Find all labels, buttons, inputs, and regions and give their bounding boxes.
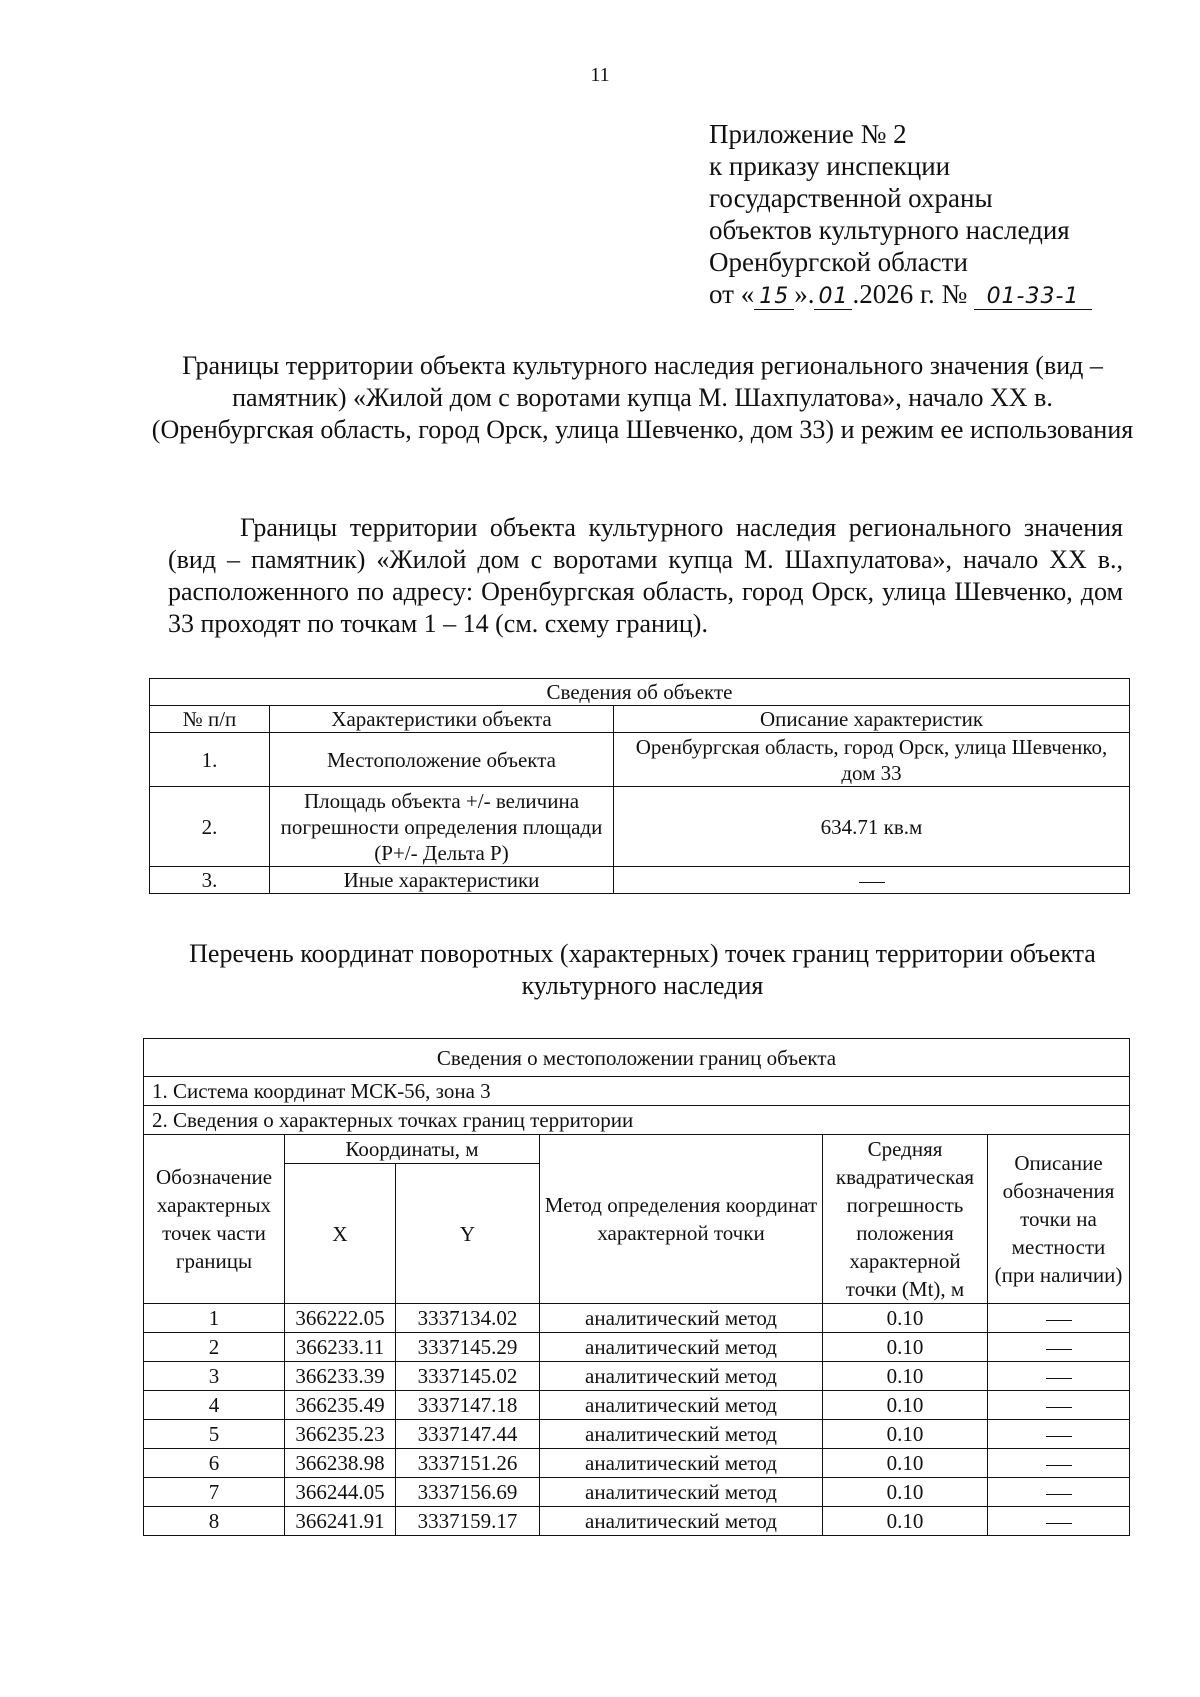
header-cell: Характеристики объекта (270, 706, 614, 733)
handwritten-month: 01 (814, 285, 852, 310)
empty-dash (1046, 1465, 1072, 1466)
empty-dash (859, 882, 885, 883)
table-caption: Сведения об объекте (150, 679, 1130, 706)
date-prefix: от « (709, 279, 755, 309)
table-row (144, 1507, 1130, 1536)
empty-dash (1046, 1494, 1072, 1495)
error: 0.10 (823, 1304, 988, 1333)
x-coordinate: 366222.05 (285, 1304, 396, 1333)
row-name: Площадь объекта +/- величина погрешности определения площади (P+/- Дельта P) (270, 787, 614, 867)
table-caption-row (144, 1039, 1130, 1077)
table-row (144, 1391, 1130, 1420)
appendix-date-line (709, 278, 1092, 310)
handwritten-day: 15 (754, 285, 794, 310)
coordinate-system: 1. Система координат МСК-56, зона 3 (144, 1077, 1130, 1106)
header-cell: № п/п (150, 706, 270, 733)
method: аналитический метод (540, 1391, 823, 1420)
y-coordinate: 3337159.17 (396, 1507, 540, 1536)
row-number: 3. (150, 867, 270, 894)
empty-dash (1046, 1436, 1072, 1437)
table-header-row (150, 706, 1130, 733)
row-name: Иные характеристики (270, 867, 614, 894)
body-paragraph-text: Границы территории объекта культурного наследия регионального значения (вид – памятник) «Жилой дом с воротами купца М. Шахпулатова», начало XX в., расположенного по адресу: Оренбургская область, город Орск, улица Шевченко, дом 33 проходят по точкам 1 – 14 (см. схему границ). (168, 513, 1123, 638)
description-empty (988, 1420, 1130, 1449)
points-caption-row (144, 1106, 1130, 1135)
row-value: Оренбургская область, город Орск, улица Шевченко, дом 33 (614, 733, 1130, 787)
table-row (150, 867, 1130, 894)
error: 0.10 (823, 1449, 988, 1478)
empty-dash (1046, 1349, 1072, 1350)
y-coordinate: 3337134.02 (396, 1304, 540, 1333)
header-description: Описание обозначения точки на местности (при наличии) (988, 1135, 1130, 1304)
x-coordinate: 366238.98 (285, 1449, 396, 1478)
description-empty (988, 1478, 1130, 1507)
point-number: 8 (144, 1507, 285, 1536)
point-number: 7 (144, 1478, 285, 1507)
error: 0.10 (823, 1391, 988, 1420)
x-coordinate: 366244.05 (285, 1478, 396, 1507)
table-row (144, 1478, 1130, 1507)
coords-heading: Перечень координат поворотных (характерных) точек границ территории объекта культурного наследия (189, 939, 1096, 1000)
row-number: 2. (150, 787, 270, 867)
object-info-table (149, 678, 1130, 894)
point-number: 5 (144, 1420, 285, 1449)
x-coordinate: 366233.39 (285, 1362, 396, 1391)
description-empty (988, 1304, 1130, 1333)
row-number: 1. (150, 733, 270, 787)
method: аналитический метод (540, 1420, 823, 1449)
table-caption: Сведения о местоположении границ объекта (144, 1039, 1130, 1077)
header-x: X (285, 1164, 396, 1304)
table-row (150, 733, 1130, 787)
y-coordinate: 3337147.44 (396, 1420, 540, 1449)
y-coordinate: 3337156.69 (396, 1478, 540, 1507)
method: аналитический метод (540, 1362, 823, 1391)
handwritten-order-number: 01-33-1 (974, 285, 1092, 310)
description-empty (988, 1507, 1130, 1536)
header-method: Метод определения координат характерной точки (540, 1135, 823, 1304)
header-coords: Координаты, м (285, 1135, 540, 1164)
table-row (144, 1333, 1130, 1362)
x-coordinate: 366235.23 (285, 1420, 396, 1449)
date-year: .2026 г. № (852, 279, 968, 309)
empty-dash (1046, 1407, 1072, 1408)
coordinates-table (143, 1038, 1130, 1536)
error: 0.10 (823, 1507, 988, 1536)
row-value: 634.71 кв.м (614, 787, 1130, 867)
error: 0.10 (823, 1333, 988, 1362)
body-paragraph (168, 512, 1123, 640)
appendix-line: к приказу инспекции (709, 151, 951, 181)
y-coordinate: 3337145.02 (396, 1362, 540, 1391)
description-empty (988, 1391, 1130, 1420)
coordinate-system-row (144, 1077, 1130, 1106)
method: аналитический метод (540, 1449, 823, 1478)
method: аналитический метод (540, 1478, 823, 1507)
coordinates-body (144, 1304, 1130, 1536)
x-coordinate: 366241.91 (285, 1507, 396, 1536)
header-y: Y (396, 1164, 540, 1304)
x-coordinate: 366235.49 (285, 1391, 396, 1420)
appendix-line: Оренбургской области (709, 247, 968, 277)
table-row (150, 787, 1130, 867)
empty-dash (1046, 1378, 1072, 1379)
table-header-row (144, 1135, 1130, 1164)
page-number: 11 (590, 64, 610, 86)
y-coordinate: 3337151.26 (396, 1449, 540, 1478)
description-empty (988, 1362, 1130, 1391)
description-empty (988, 1449, 1130, 1478)
empty-dash (1046, 1320, 1072, 1321)
error: 0.10 (823, 1478, 988, 1507)
table-caption-row (150, 679, 1130, 706)
appendix-line: государственной охраны (709, 183, 993, 213)
error: 0.10 (823, 1420, 988, 1449)
table-row (144, 1304, 1130, 1333)
x-coordinate: 366233.11 (285, 1333, 396, 1362)
appendix-title: Приложение № 2 (709, 119, 907, 149)
point-number: 4 (144, 1391, 285, 1420)
y-coordinate: 3337147.18 (396, 1391, 540, 1420)
point-number: 3 (144, 1362, 285, 1391)
appendix-line: объектов культурного наследия (709, 215, 1070, 245)
row-name: Местоположение объекта (270, 733, 614, 787)
row-value (614, 867, 1130, 894)
empty-dash (1046, 1523, 1072, 1524)
points-caption: 2. Сведения о характерных точках границ территории (144, 1106, 1130, 1135)
header-error: Средняя квадратическая погрешность положения характерной точки (Mt), м (823, 1135, 988, 1304)
table-row (144, 1449, 1130, 1478)
date-mid: ». (794, 279, 815, 309)
header-point: Обозначение характерных точек части границы (144, 1135, 285, 1304)
point-number: 1 (144, 1304, 285, 1333)
point-number: 6 (144, 1449, 285, 1478)
method: аналитический метод (540, 1333, 823, 1362)
table-row (144, 1420, 1130, 1449)
method: аналитический метод (540, 1507, 823, 1536)
description-empty (988, 1333, 1130, 1362)
y-coordinate: 3337145.29 (396, 1333, 540, 1362)
table-row (144, 1362, 1130, 1391)
point-number: 2 (144, 1333, 285, 1362)
header-cell: Описание характеристик (614, 706, 1130, 733)
document-title: Границы территории объекта культурного наследия регионального значения (вид – памятник) «Жилой дом с воротами купца М. Шахпулатова», начало XX в. (Оренбургская область, город Орск, улица Шевченко, дом 33) и режим ее использования (151, 351, 1134, 444)
error: 0.10 (823, 1362, 988, 1391)
method: аналитический метод (540, 1304, 823, 1333)
